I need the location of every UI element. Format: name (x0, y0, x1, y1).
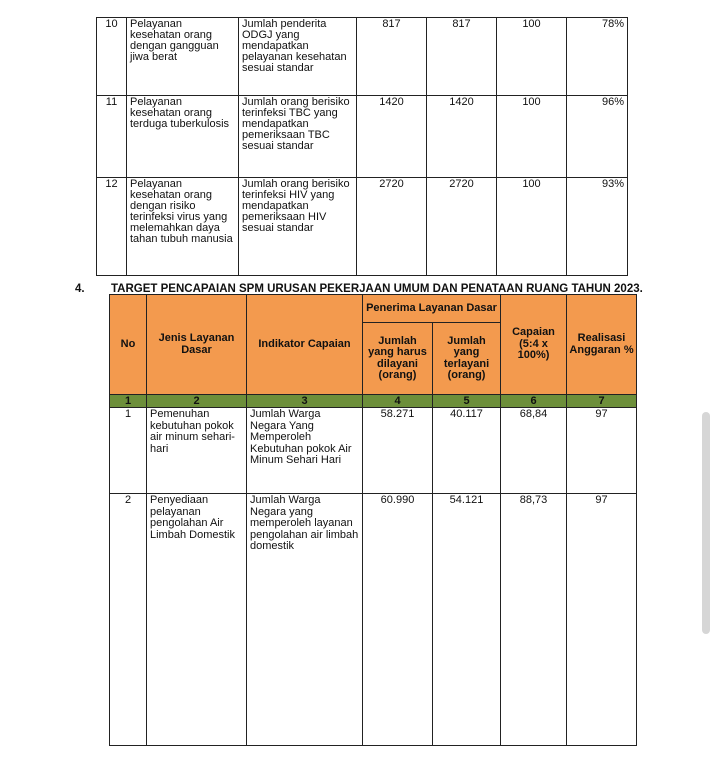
row-number: 10 (97, 18, 127, 96)
jenis-layanan-cell: Pelayanan kesehatan orang terduga tuberkulosis (127, 96, 239, 178)
column-number: 5 (433, 395, 501, 408)
column-number: 7 (567, 395, 637, 408)
section-title: TARGET PENCAPAIAN SPM URUSAN PEKERJAAN UMUM DAN PENATAAN RUANG TAHUN 2023. (111, 283, 643, 295)
header-capaian: Capaian (5:4 x 100%) (501, 295, 567, 395)
percent-cell: 93% (567, 178, 628, 276)
capaian-cell: 88,73 (501, 494, 567, 746)
table-row (110, 408, 637, 494)
column-number-row (110, 395, 637, 408)
vertical-scrollbar[interactable] (702, 412, 710, 634)
value-cell: 100 (497, 18, 567, 96)
indikator-cell: Jumlah Warga Negara yang memperoleh layanan pengolahan air limbah domestik (247, 494, 363, 746)
header-indikator: Indikator Capaian (247, 295, 363, 395)
percent-cell: 96% (567, 96, 628, 178)
spm-target-table (109, 294, 637, 746)
jumlah-terlayani-cell: 40.117 (433, 408, 501, 494)
jenis-layanan-cell: Penyediaan pelayanan pengolahan Air Limbah Domestik (147, 494, 247, 746)
column-number: 4 (363, 395, 433, 408)
header-jumlah-harus-dilayani: Jumlah yang harus dilayani (orang) (363, 323, 433, 395)
header-jumlah-terlayani: Jumlah yang terlayani (orang) (433, 323, 501, 395)
table-row (97, 96, 628, 178)
top-table (96, 17, 628, 276)
jenis-layanan-cell: Pelayanan kesehatan orang dengan risiko terinfeksi virus yang melemahkan daya tahan tubuh manusia (127, 178, 239, 276)
value-cell: 1420 (357, 96, 427, 178)
row-number: 11 (97, 96, 127, 178)
indikator-cell: Jumlah orang berisiko terinfeksi TBC yang mendapatkan pemeriksaan TBC sesuai standar (239, 96, 357, 178)
value-cell: 2720 (427, 178, 497, 276)
table-row (110, 494, 637, 746)
value-cell: 1420 (427, 96, 497, 178)
value-cell: 2720 (357, 178, 427, 276)
jenis-layanan-cell: Pelayanan kesehatan orang dengan gangguan jiwa berat (127, 18, 239, 96)
value-cell: 100 (497, 96, 567, 178)
row-number: 12 (97, 178, 127, 276)
jumlah-harus-cell: 58.271 (363, 408, 433, 494)
indikator-cell: Jumlah Warga Negara Yang Memperoleh Kebutuhan pokok Air Minum Sehari Hari (247, 408, 363, 494)
indikator-cell: Jumlah orang berisiko terinfeksi HIV yang mendapatkan pemeriksaan HIV sesuai standar (239, 178, 357, 276)
capaian-cell: 68,84 (501, 408, 567, 494)
table-row (97, 178, 628, 276)
jenis-layanan-cell: Pemenuhan kebutuhan pokok air minum sehari-hari (147, 408, 247, 494)
table-row (97, 18, 628, 96)
value-cell: 817 (427, 18, 497, 96)
row-number: 1 (110, 408, 147, 494)
header-no: No (110, 295, 147, 395)
row-number: 2 (110, 494, 147, 746)
jumlah-terlayani-cell: 54.121 (433, 494, 501, 746)
value-cell: 817 (357, 18, 427, 96)
header-realisasi: Realisasi Anggaran % (567, 295, 637, 395)
realisasi-cell: 97 (567, 408, 637, 494)
indikator-cell: Jumlah penderita ODGJ yang mendapatkan pelayanan kesehatan sesuai standar (239, 18, 357, 96)
realisasi-cell: 97 (567, 494, 637, 746)
column-number: 1 (110, 395, 147, 408)
jumlah-harus-cell: 60.990 (363, 494, 433, 746)
column-number: 3 (247, 395, 363, 408)
section-number: 4. (75, 283, 85, 295)
header-row (110, 295, 637, 323)
value-cell: 100 (497, 178, 567, 276)
column-number: 6 (501, 395, 567, 408)
header-jenis-layanan: Jenis Layanan Dasar (147, 295, 247, 395)
header-penerima-layanan: Penerima Layanan Dasar (363, 295, 501, 323)
percent-cell: 78% (567, 18, 628, 96)
column-number: 2 (147, 395, 247, 408)
